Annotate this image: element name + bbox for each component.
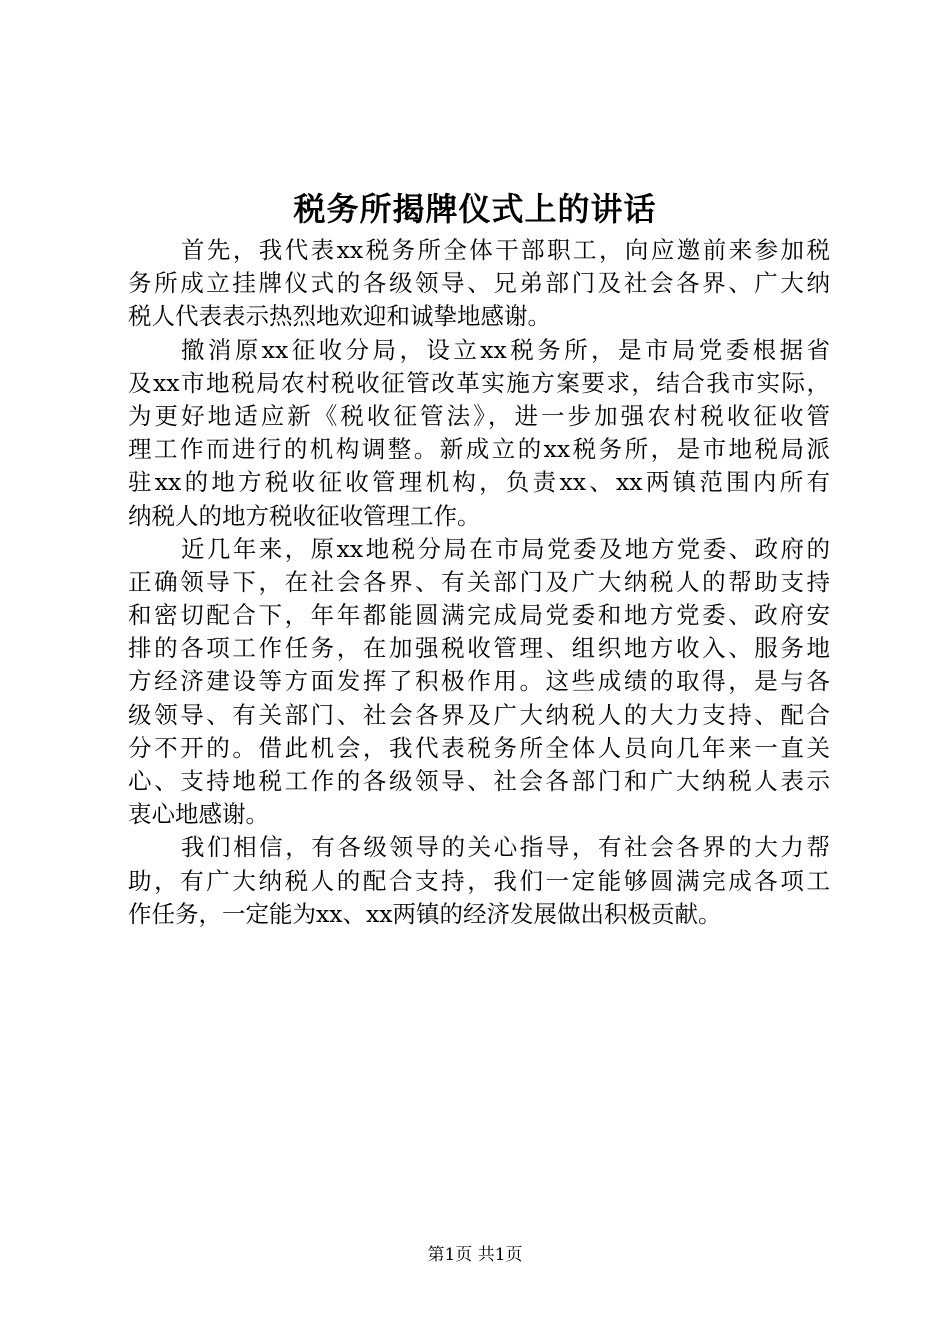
document-body: [128, 234, 830, 931]
paragraph-line: 理工作而进行的机构调整。新成立的xx税务所，是市地税局派: [128, 435, 830, 464]
paragraph-line: 驻xx的地方税收征收管理机构，负责xx、xx两镇范围内所有: [128, 468, 830, 497]
page-footer: 第1页 共1页: [427, 1245, 523, 1265]
paragraph-line: 务所成立挂牌仪式的各级领导、兄弟部门及社会各界、广大纳: [128, 269, 830, 298]
paragraph-line: 首先，我代表xx税务所全体干部职工，向应邀前来参加税: [181, 236, 830, 264]
paragraph-line: 心、支持地税工作的各级领导、社会各部门和广大纳税人表示: [128, 767, 830, 795]
paragraph-line: 及xx市地税局农村税收征管改革实施方案要求，结合我市实际，: [128, 368, 830, 397]
paragraph-line: 排的各项工作任务，在加强税收管理、组织地方收入、服务地: [128, 634, 830, 663]
paragraph-line: 正确领导下，在社会各界、有关部门及广大纳税人的帮助支持: [128, 567, 830, 596]
paragraph-line: 近几年来，原xx地税分局在市局党委及地方党委、政府的: [181, 534, 830, 563]
paragraph-line: 方经济建设等方面发挥了积极作用。这些成绩的取得，是与各: [128, 667, 830, 696]
paragraph-line: 我们相信，有各级领导的关心指导，有社会各界的大力帮: [181, 833, 830, 862]
document-title: 税务所揭牌仪式上的讲话: [293, 190, 657, 228]
paragraph-line: 为更好地适应新《税收征管法》，进一步加强农村税收征收管: [128, 401, 830, 430]
paragraph-line: 分不开的。借此机会，我代表税务所全体人员向几年来一直关: [128, 733, 830, 762]
paragraph-line: 助，有广大纳税人的配合支持，我们一定能够圆满完成各项工: [128, 866, 830, 895]
paragraph-line: 撤消原xx征收分局，设立xx税务所，是市局党委根据省: [181, 335, 830, 364]
paragraph-line: 税人代表表示热烈地欢迎和诚挚地感谢。: [128, 302, 551, 331]
paragraph-line: 纳税人的地方税收征收管理工作。: [128, 501, 481, 530]
paragraph-line: 衷心地感谢。: [128, 800, 269, 829]
paragraph-line: 作任务，一定能为xx、xx两镇的经济发展做出积极贡献。: [128, 899, 722, 928]
paragraph-line: 和密切配合下，年年都能圆满完成局党委和地方党委、政府安: [128, 601, 830, 630]
paragraph-line: 级领导、有关部门、社会各界及广大纳税人的大力支持、配合: [128, 700, 830, 729]
